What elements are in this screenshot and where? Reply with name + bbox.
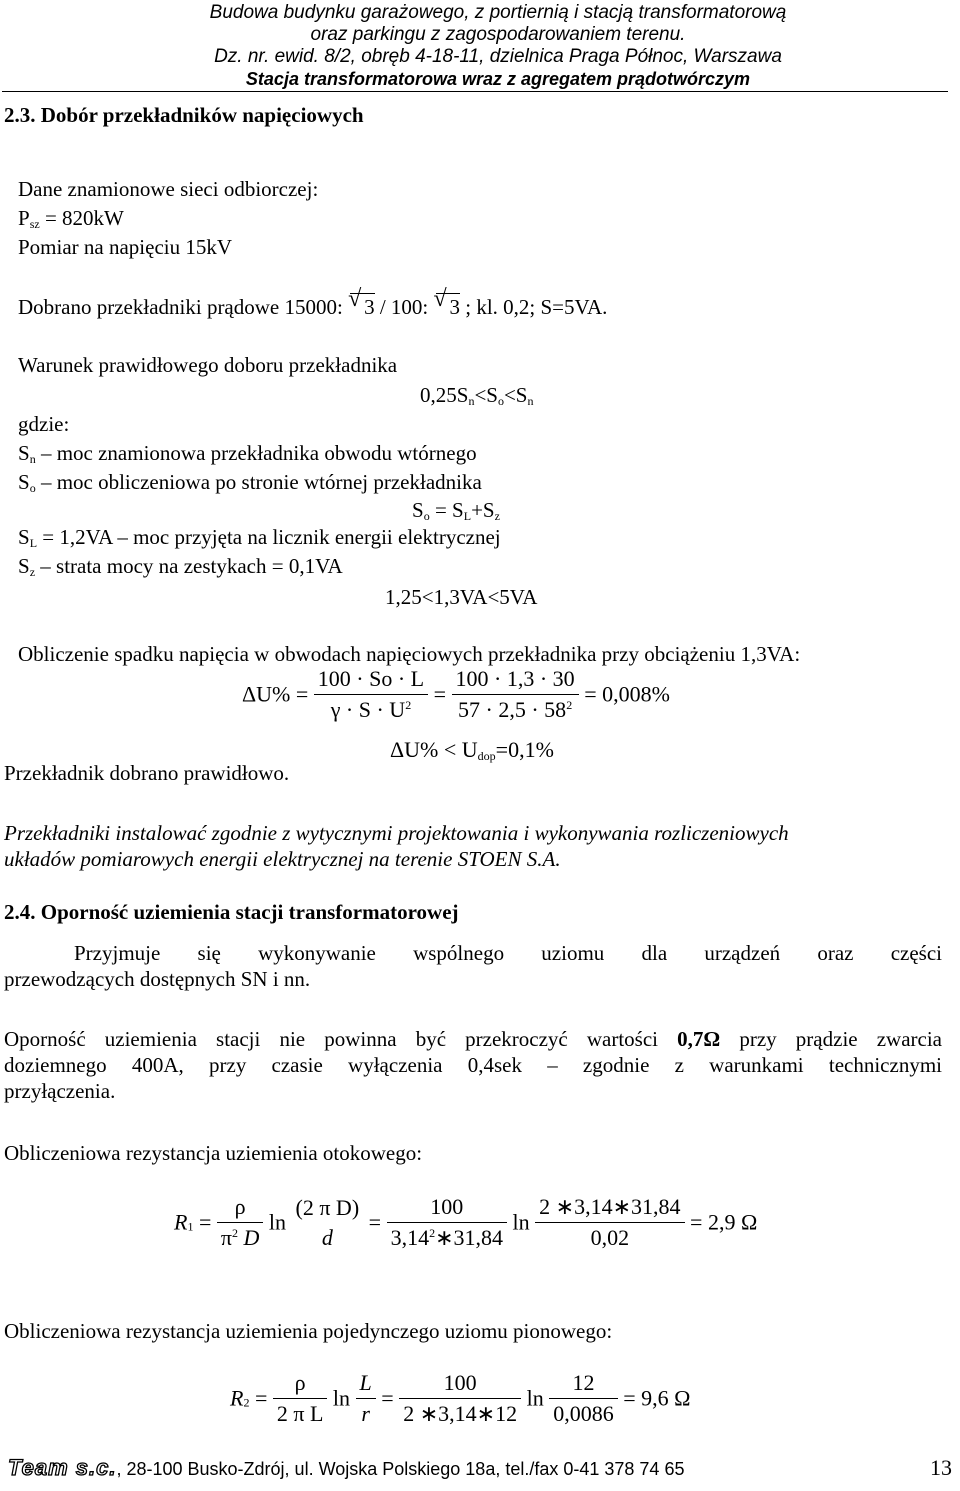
du-formula	[242, 666, 670, 723]
r1-f3-den	[387, 1223, 507, 1251]
du-cmp-b: =0,1%	[495, 737, 554, 762]
so-definition	[18, 469, 482, 495]
so-eq-sub1: o	[423, 509, 430, 523]
sqrt-value-2: 3	[449, 295, 460, 319]
instal-note	[4, 820, 922, 872]
cond-b: <S	[474, 383, 498, 407]
p2-line-2: doziemnego 400A, przy czasie wyłączenia 0,4sek – zgodnie z warunkami technicznymi	[4, 1053, 942, 1077]
header-line-1: Budowa budynku garażowego, z portiernią i stacją transformatorową	[209, 2, 787, 23]
sl-sub: L	[29, 536, 38, 550]
cond-a: 0,25S	[420, 383, 469, 407]
r2-lhs: R	[230, 1385, 244, 1411]
r1-f1-den-a: π	[220, 1225, 232, 1250]
psz-line	[18, 205, 124, 231]
p2-line-1	[4, 1026, 942, 1052]
du-den1	[314, 695, 428, 723]
p1-line-1: Przyjmuje się wykonywanie wspólnego uziomu dla urządzeń oraz części	[74, 941, 942, 965]
header-text	[48, 2, 948, 90]
r2-fraction-2	[356, 1370, 376, 1427]
du-den2-sup: 2	[566, 698, 573, 712]
header-line-2: oraz parkingu z zagospodarowaniem terenu.	[310, 24, 686, 45]
cond-c: <S	[503, 383, 528, 407]
du-den1-sup: 2	[405, 698, 412, 712]
sl-definition	[18, 524, 501, 550]
page-number: 13	[930, 1455, 952, 1480]
r2-result: 9,6 Ω	[641, 1385, 691, 1411]
r2-f1-den: 2 π L	[276, 1401, 324, 1426]
sz-text: – strata mocy na zestykach = 0,1VA	[35, 554, 343, 578]
sn-text: – moc znamionowa przekładnika obwodu wtórnego	[35, 441, 477, 465]
sqrt-value: 3	[364, 295, 375, 319]
du-cmp-sub: dop	[477, 749, 496, 763]
du-comparison	[390, 737, 554, 763]
r1-result: 2,9 Ω	[707, 1209, 758, 1235]
instal-line-1: Przekładniki instalować zgodnie z wytycznymi projektowania i wykonywania rozliczeniowych	[4, 821, 789, 845]
dobrano-line	[18, 293, 607, 320]
r1-f1-num: ρ	[217, 1194, 264, 1223]
psz-symbol: P	[18, 206, 30, 230]
r1-ln-2: ln	[512, 1209, 530, 1235]
so-eq-b: = S	[429, 498, 464, 522]
r1-fraction-1	[217, 1194, 264, 1251]
header-line-4: Stacja transformatorowa wraz z agregatem prądotwórczym	[245, 69, 751, 89]
du-num1: 100 · So · L	[314, 666, 428, 695]
konkluzja-line: Przekładnik dobrano prawidłowo.	[4, 761, 290, 785]
p2-text-a: Oporność uziemienia stacji nie powinna być przekroczyć wartości	[4, 1027, 678, 1051]
so-eq-sub2: L	[463, 509, 472, 523]
cond-sub1: n	[468, 394, 475, 408]
du-den1-text: γ · S · U	[330, 697, 406, 722]
paragraph-1	[4, 940, 942, 992]
condition-formula	[420, 382, 534, 408]
r1-f4-num: 2 ∗3,14∗31,84	[535, 1194, 684, 1223]
psz-sub: sz	[29, 217, 40, 231]
r1-ln: ln	[268, 1209, 286, 1235]
r2-formula: $R_2$ = $\frac{\rho}{\text{2 π L}}$ ln $\frac{L}{r}$ = $\frac{100}{2 ∗3,14∗12}$ ln $\frac{12}{0,0086}$ = 9,6 Ω	[230, 1370, 691, 1426]
du-num2: 100 · 1,3 · 30	[452, 666, 579, 695]
du-result: = 0,008%	[584, 681, 670, 707]
section-title-2-4: 2.4. Oporność uziemienia stacji transformatorowej	[4, 900, 459, 924]
cond-sub3: n	[527, 394, 534, 408]
paragraph-2	[4, 1026, 942, 1104]
r2-f2-den: r	[361, 1401, 370, 1426]
r1-f3-den-a: 3,14	[390, 1225, 430, 1250]
header-line-3: Dz. nr. ewid. 8/2, obręb 4-18-11, dzielnica Praga Północ, Warszawa	[214, 46, 782, 67]
r1-fraction-2	[292, 1195, 364, 1251]
sl-text: = 1,2VA – moc przyjęta na licznik energii elektrycznej	[37, 525, 501, 549]
psz-value: = 820kW	[39, 206, 124, 230]
sl-symbol: S	[18, 525, 30, 549]
r1-f3-den-sup: 2	[429, 1226, 436, 1240]
r2-fraction-4	[549, 1370, 618, 1427]
company-logo: Team s.c.	[8, 1455, 117, 1480]
du-fraction-2	[452, 666, 579, 723]
r2-fraction-1	[273, 1370, 328, 1427]
du-fraction-1	[314, 666, 428, 723]
dobrano-class: ; kl. 0,2; S=5VA.	[460, 295, 608, 319]
p2-line-3: przyłączenia.	[4, 1079, 116, 1103]
obliczenie-line: Obliczenie spadku napięcia w obwodach napięciowych przekładnika przy obciążeniu 1,3VA:	[18, 642, 801, 666]
r2-f3-num: 100	[399, 1370, 521, 1399]
r2-ln-2: ln	[526, 1385, 544, 1411]
so-sub: o	[29, 481, 36, 495]
r1-sub: 1	[187, 1219, 194, 1234]
so-eq-a: S	[412, 498, 424, 522]
sz-symbol: S	[18, 554, 30, 578]
so-eq-c: +S	[471, 498, 495, 522]
so-equation	[412, 497, 500, 523]
dobrano-sep: / 100:	[374, 295, 429, 319]
so-eq-sub3: z	[494, 509, 500, 523]
du-lhs: ΔU% =	[242, 681, 309, 707]
r2-f2-num: L	[356, 1370, 376, 1399]
r2-f4-den: 0,0086	[553, 1401, 614, 1426]
section-title-2-3: 2.3. Dobór przekładników napięciowych	[4, 103, 364, 127]
du-cmp-a: ΔU% < U	[390, 737, 478, 762]
instal-line-2: układów pomiarowych energii elektrycznej na terenie STOEN S.A.	[4, 847, 561, 871]
gdzie-label: gdzie:	[18, 412, 70, 436]
footer-address: , 28-100 Busko-Zdrój, ul. Wojska Polskiego 18a, tel./fax 0-41 378 74 65	[116, 1459, 685, 1479]
r2-ln: ln	[332, 1385, 351, 1411]
sz-definition	[18, 553, 343, 579]
otok-label: Obliczeniowa rezystancja uziemienia otokowego:	[4, 1141, 423, 1165]
sqrt-3-a	[350, 293, 375, 320]
r1-formula: $R_1$ = $\frac{\rho}{\pi^2 D}$ ln (2 π D) d = $\frac{100}{3,14^2∗31,84}$ ln $\frac{2 ∗3,14∗31,84}{0,02}$ = 2,9 Ω	[174, 1194, 758, 1250]
sz-sub: z	[29, 565, 36, 579]
p2-bold-value: 0,7Ω	[677, 1027, 721, 1051]
r1-f2-den: d	[321, 1224, 333, 1250]
cond-sub2: o	[497, 394, 504, 408]
r1-f3-den-b: ∗31,84	[435, 1225, 504, 1250]
r1-f4-den: 0,02	[590, 1225, 630, 1250]
du-den2	[452, 695, 579, 723]
header-divider	[2, 91, 948, 92]
p2-text-b: przy prądzie zwarcia	[720, 1027, 942, 1051]
r1-f1-den-sup: 2	[231, 1226, 238, 1240]
r1-f1-den	[217, 1223, 264, 1251]
sqrt-3-b	[436, 293, 461, 320]
du-eq: =	[433, 681, 447, 707]
r1-f2-num: (2 π D)	[295, 1194, 360, 1220]
page-footer	[8, 1455, 952, 1485]
r1-fraction-4	[535, 1194, 684, 1251]
r2-f4-num: 12	[549, 1370, 618, 1399]
dane-label: Dane znamionowe sieci odbiorczej:	[18, 177, 319, 201]
r2-f3-den: 2 ∗3,14∗12	[403, 1401, 518, 1426]
r2-fraction-3	[399, 1370, 521, 1427]
p1-line-2: przewodzących dostępnych SN i nn.	[4, 967, 311, 991]
r2-sub: 2	[243, 1395, 250, 1410]
r1-f3-num: 100	[387, 1194, 507, 1223]
dobrano-text: Dobrano przekładniki prądowe 15000:	[18, 295, 343, 319]
sn-definition	[18, 440, 477, 466]
check-inequality: 1,25<1,3VA<5VA	[385, 585, 538, 609]
sn-sub: n	[29, 452, 36, 466]
so-text: – moc obliczeniowa po stronie wtórnej przekładnika	[35, 470, 482, 494]
du-den2-text: 57 · 2,5 · 58	[458, 697, 567, 722]
r1-fraction-3	[387, 1194, 507, 1251]
sn-symbol: S	[18, 441, 30, 465]
warunek-line: Warunek prawidłowego doboru przekładnika	[18, 353, 398, 377]
so-symbol: S	[18, 470, 30, 494]
r1-f1-den-b: D	[237, 1225, 260, 1250]
pion-label: Obliczeniowa rezystancja uziemienia pojedynczego uziomu pionowego:	[4, 1319, 613, 1343]
r1-lhs: R	[174, 1209, 188, 1235]
r2-f1-num: ρ	[273, 1370, 328, 1399]
pomiar-line: Pomiar na napięciu 15kV	[18, 235, 233, 259]
